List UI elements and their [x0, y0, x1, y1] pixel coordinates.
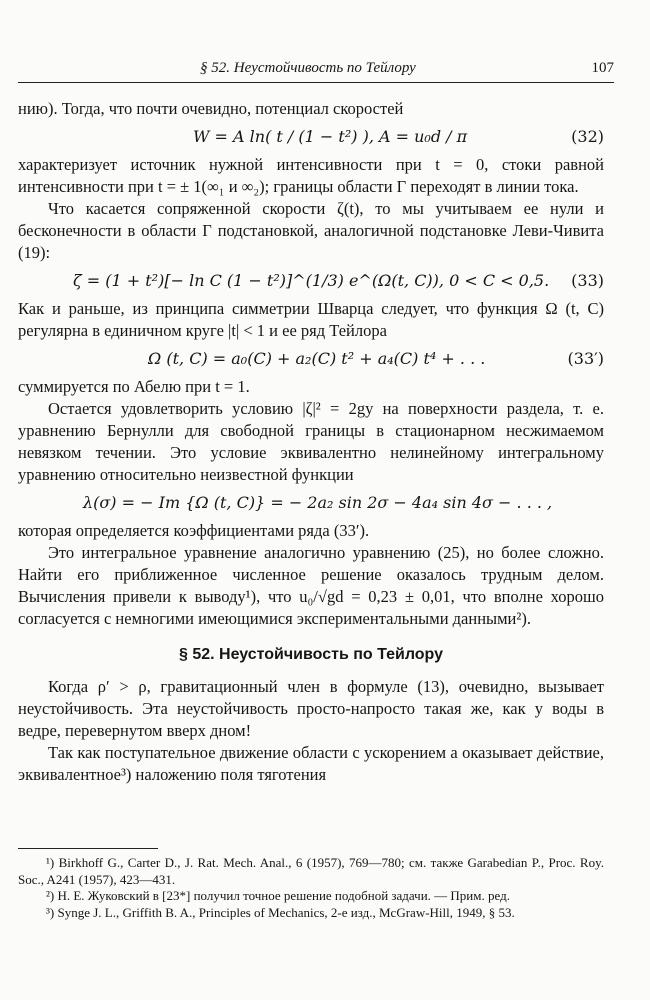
section-heading: § 52. Неустойчивость по Тейлору	[178, 646, 443, 663]
footnote-1: ¹) Birkhoff G., Carter D., J. Rat. Mech. Anal., 6 (1957), 769—780; см. также Garabedian P., Proc. Roy. Soc., A241 (1957), 423—431.	[18, 855, 604, 887]
equation-lambda	[18, 488, 604, 518]
paragraph-1: нию). Тогда, что почти очевидно, потенциал скоростей	[18, 99, 404, 118]
paragraph-5: суммируется по Абелю при t = 1.	[18, 377, 250, 396]
equation-lambda-formula: λ(σ) = − Im {Ω (t, C)} = − 2a₂ sin 2σ − 4a₄ sin 4σ − . . . ,	[83, 493, 553, 512]
paragraph-8: Это интегральное уравнение аналогично уравнению (25), но более сложно. Найти его приближенное численное решение оказалось трудным делом. Вычисления привели к выводу¹), что u₀/√gd = 0,23 ± 0,01, что вполне хорошо согласуется с немногими имеющимися экспериментальными данными²).	[18, 543, 604, 628]
paragraph-4: Как и раньше, из принципа симметрии Шварца следует, что функция Ω (t, C) регулярна в единичном круге |t| < 1 и ее ряд Тейлора	[18, 299, 604, 340]
page-number: 107	[591, 60, 614, 76]
main-text	[18, 98, 604, 786]
paragraph-3: Что касается сопряженной скорости ζ(t), то мы учитываем ее нули и бесконечности в области Г подстановкой, аналогичной подстановке Леви-Чивита (19):	[18, 199, 604, 262]
paragraph-2: характеризует источник нужной интенсивности при t = 0, стоки равной интенсивности при t = ± 1(∞₁ и ∞₂); границы области Г переходят в линии тока.	[18, 155, 604, 196]
equation-32	[18, 122, 604, 152]
paragraph-6: Остается удовлетворить условию |ζ|² = 2gy на поверхности раздела, т. е. уравнению Бернулли для свободной границы в стационарном несжимаемом невязком течении. Это условие эквивалентно нелинейному интегральному уравнению относительно неизвестной функции	[18, 399, 604, 484]
equation-33	[18, 266, 604, 296]
equation-33-prime-formula: Ω (t, C) = a₀(C) + a₂(C) t² + a₄(C) t⁴ + . . .	[148, 349, 486, 368]
equation-32-number: (32)	[571, 127, 604, 146]
equation-33-prime	[18, 344, 604, 374]
running-header	[18, 60, 614, 83]
footnote-rule	[18, 848, 158, 849]
running-header-title: § 52. Неустойчивость по Тейлору	[200, 60, 416, 76]
paragraph-9: Когда ρ′ > ρ, гравитационный член в формуле (13), очевидно, вызывает неустойчивость. Эта неустойчивость просто-напросто такая же, как у воды в ведре, перевернутом вверх дном!	[18, 677, 604, 740]
paragraph-7: которая определяется коэффициентами ряда (33′).	[18, 521, 370, 540]
footnote-2: ²) Н. Е. Жуковский в [23*] получил точное решение подобной задачи. — Прим. ред.	[46, 888, 510, 903]
equation-33-prime-number: (33′)	[567, 349, 604, 368]
equation-33-formula: ζ = (1 + t²)[− ln C (1 − t²)]^(1/3) e^(Ω(t, C)), 0 < C < 0,5.	[73, 271, 550, 290]
footnotes	[18, 848, 604, 921]
paragraph-10: Так как поступательное движение области с ускорением a оказывает действие, эквивалентное³) наложению поля тяготения	[18, 743, 604, 784]
equation-33-number: (33)	[571, 271, 604, 290]
footnote-3: ³) Synge J. L., Griffith B. A., Principles of Mechanics, 2-е изд., McGraw-Hill, 1949, § 53.	[46, 904, 515, 920]
equation-32-formula: W = A ln( t / (1 − t²) ), A = u₀d / π	[193, 127, 468, 146]
